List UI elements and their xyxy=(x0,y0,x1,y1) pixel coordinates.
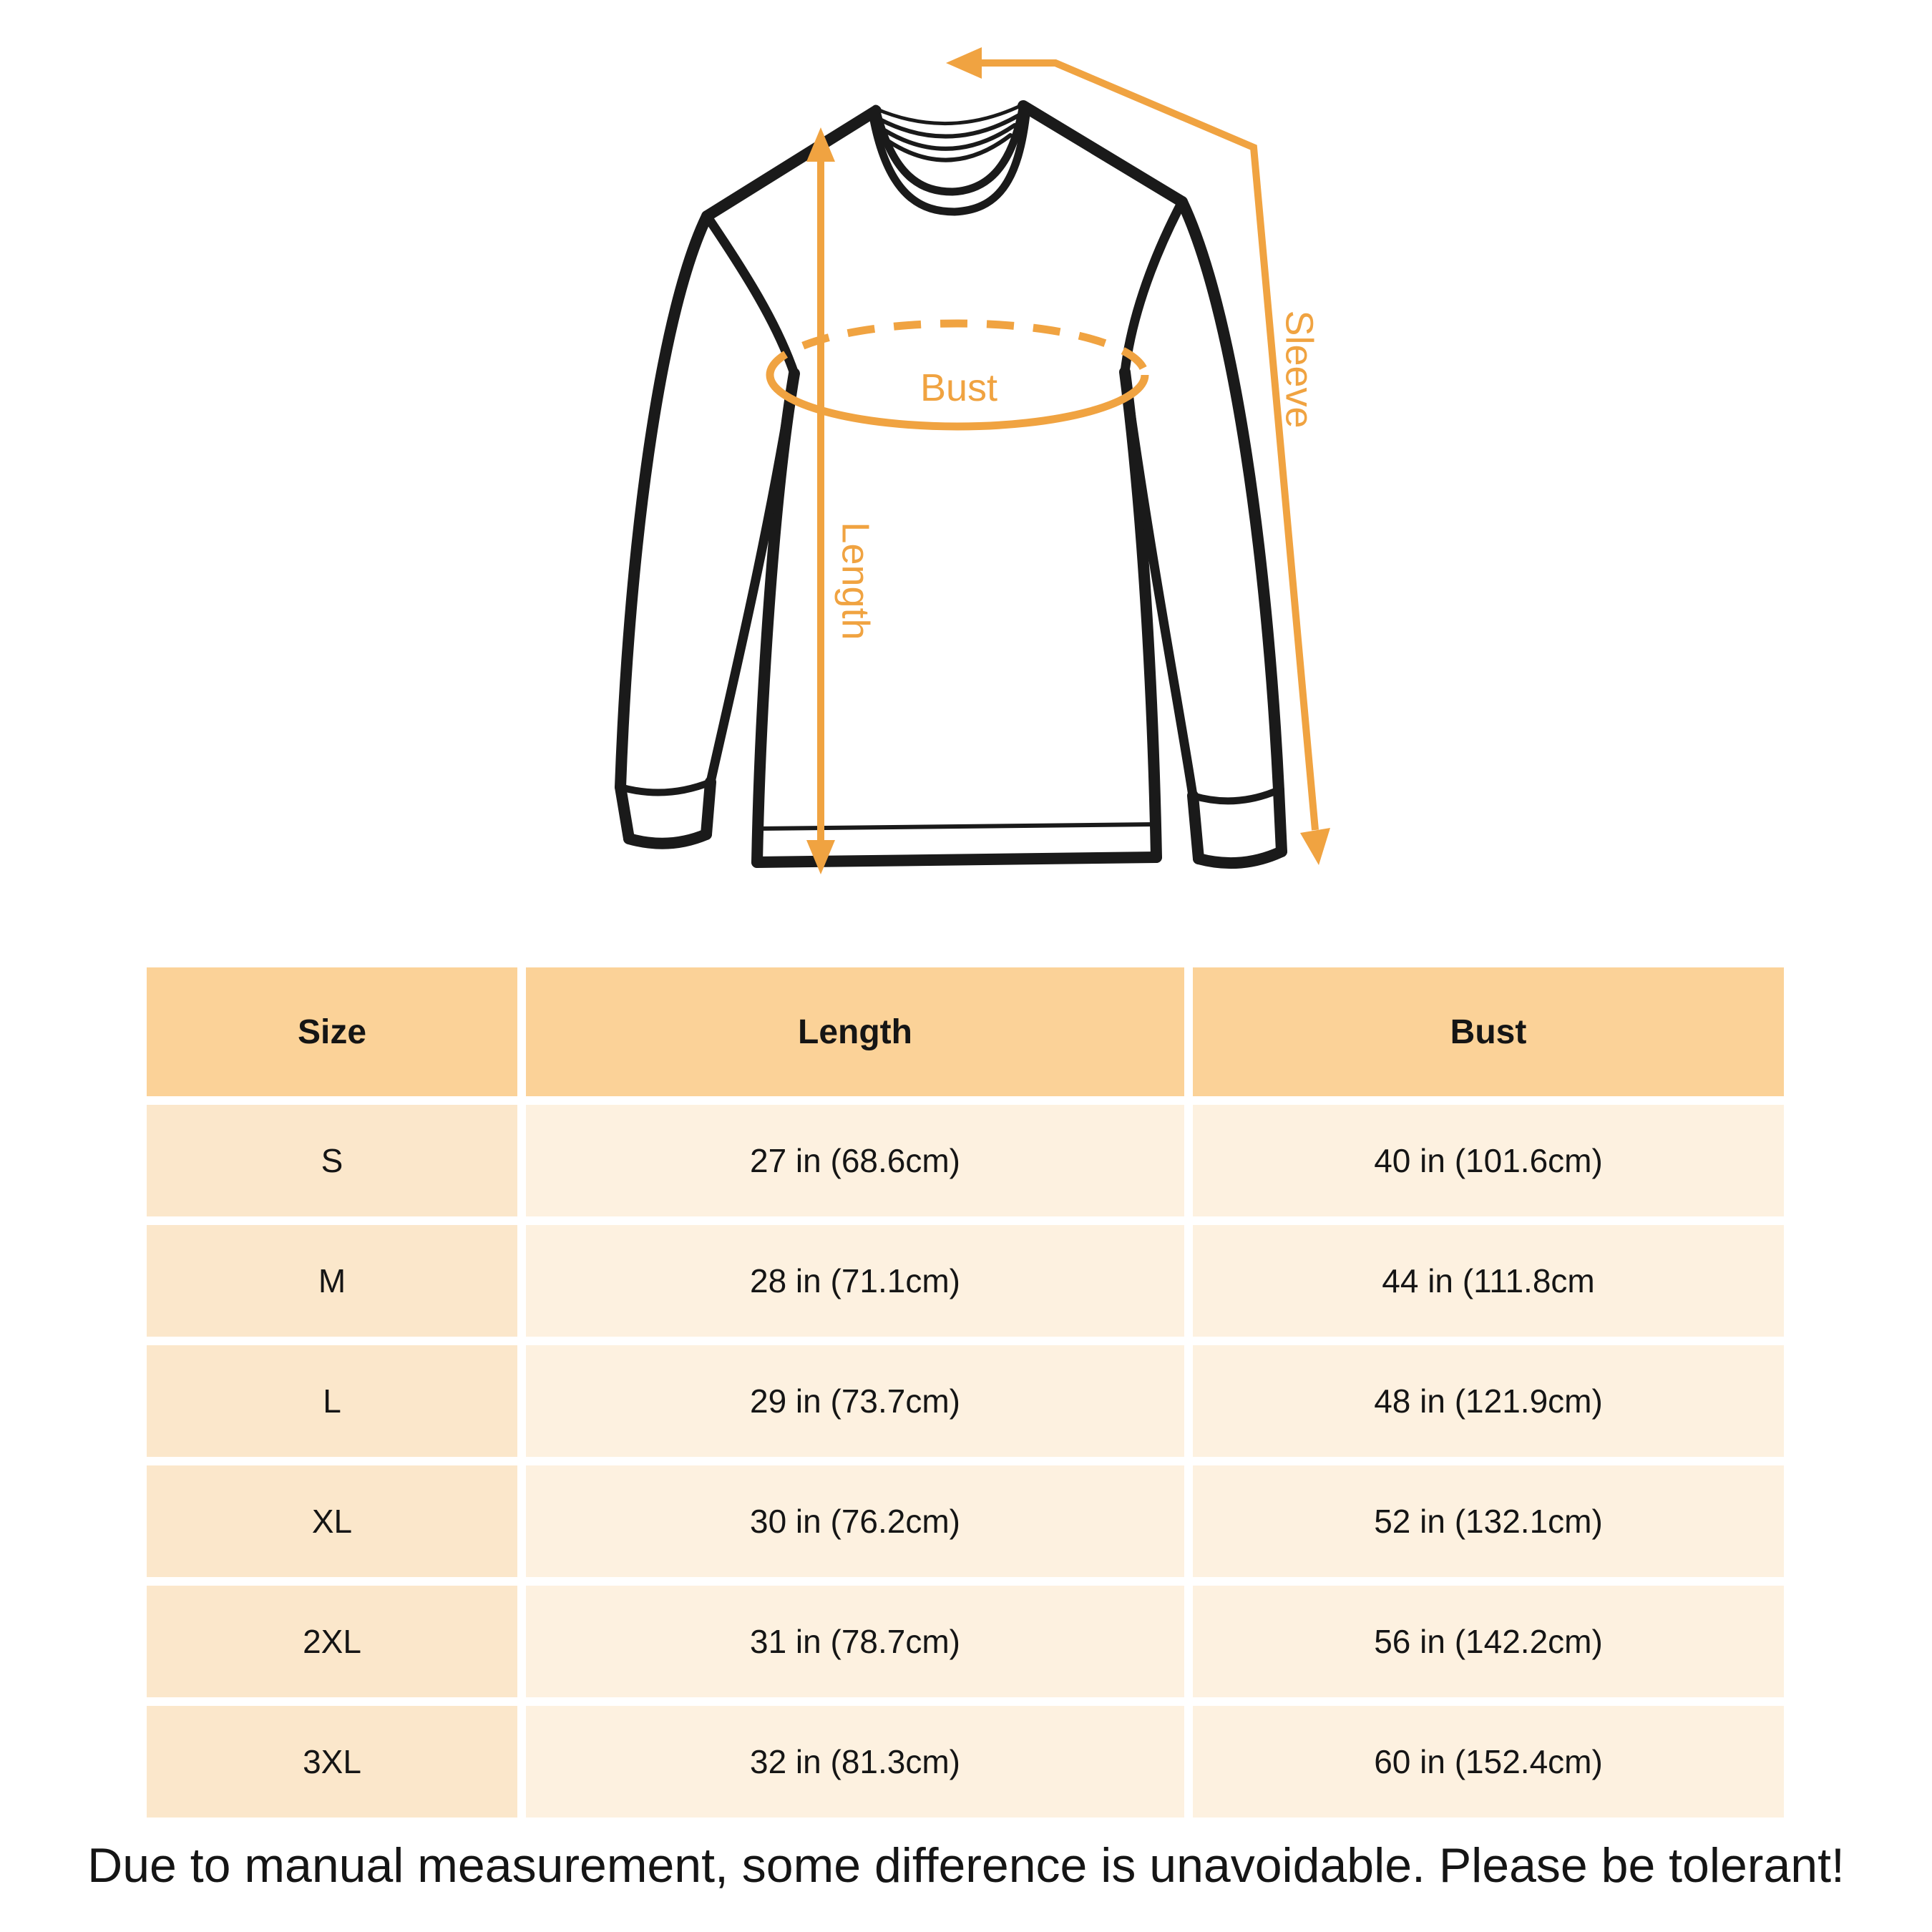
bust-label: Bust xyxy=(919,366,998,409)
cell-l-bust: 48 in (121.9cm) xyxy=(1193,1345,1784,1457)
cell-2xl-bust: 56 in (142.2cm) xyxy=(1193,1586,1784,1697)
cell-l-size: L xyxy=(147,1345,517,1457)
cell-2xl-size: 2XL xyxy=(147,1586,517,1697)
cell-xl-size: XL xyxy=(147,1465,517,1577)
table-header-size: Size xyxy=(147,967,517,1096)
cell-xl-length: 30 in (76.2cm) xyxy=(526,1465,1184,1577)
collar xyxy=(872,104,1027,212)
table-header-length: Length xyxy=(526,967,1184,1096)
cell-2xl-length: 31 in (78.7cm) xyxy=(526,1586,1184,1697)
arrowhead-down-right-icon xyxy=(1300,828,1330,865)
length-label: Length xyxy=(834,522,877,640)
cell-m-length: 28 in (71.1cm) xyxy=(526,1225,1184,1337)
table-header-bust: Bust xyxy=(1193,967,1784,1096)
shirt-measurement-diagram xyxy=(0,0,1932,952)
cell-3xl-bust: 60 in (152.4cm) xyxy=(1193,1706,1784,1818)
cell-m-size: M xyxy=(147,1225,517,1337)
cell-l-length: 29 in (73.7cm) xyxy=(526,1345,1184,1457)
arrowhead-left-icon xyxy=(946,47,982,79)
cell-s-bust: 40 in (101.6cm) xyxy=(1193,1105,1784,1216)
cell-3xl-length: 32 in (81.3cm) xyxy=(526,1706,1184,1818)
shirt-outline xyxy=(620,104,1282,863)
size-table xyxy=(147,967,1784,1818)
cell-3xl-size: 3XL xyxy=(147,1706,517,1818)
sleeve-label: Sleeve xyxy=(1277,310,1321,429)
cell-m-bust: 44 in (111.8cm xyxy=(1193,1225,1784,1337)
measurement-disclaimer: Due to manual measurement, some difference is unavoidable. Please be tolerant! xyxy=(87,1838,1845,1893)
cell-s-size: S xyxy=(147,1105,517,1216)
cell-s-length: 27 in (68.6cm) xyxy=(526,1105,1184,1216)
cell-xl-bust: 52 in (132.1cm) xyxy=(1193,1465,1784,1577)
length-arrow xyxy=(806,127,835,874)
